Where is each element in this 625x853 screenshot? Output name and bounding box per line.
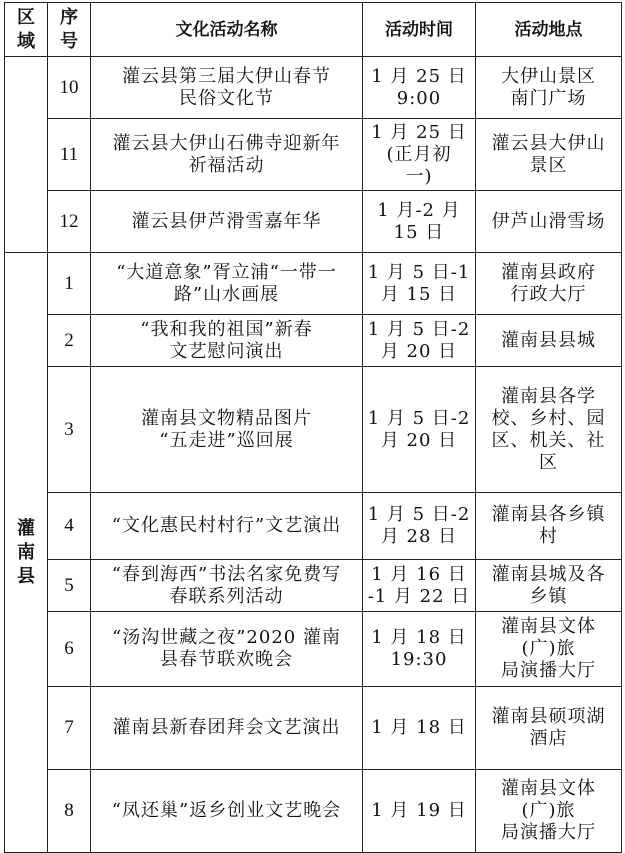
seq-cell: 10 <box>48 57 91 119</box>
cell-line: 文艺慰问演出 <box>169 340 284 362</box>
cell-line: (广)旅 <box>521 638 576 659</box>
activity-name-cell <box>91 119 363 191</box>
cell-line: 区 <box>539 451 558 473</box>
cell-line: (正月初 <box>386 143 452 165</box>
seq-cell: 6 <box>48 612 91 687</box>
cell-line: 南门广场 <box>510 87 587 109</box>
header-activity-place: 活动地点 <box>476 3 622 57</box>
header-activity-name: 文化活动名称 <box>91 3 363 57</box>
table-row <box>5 560 622 612</box>
activity-time-cell <box>363 57 476 119</box>
cell-line: 1 月 19 日 <box>371 800 467 821</box>
cell-line: 村 <box>539 526 558 547</box>
seq-cell: 5 <box>48 560 91 612</box>
seq-cell: 1 <box>48 253 91 315</box>
activity-time-cell <box>363 493 476 560</box>
cell-line: “我和我的祖国”新春 <box>140 318 313 340</box>
cell-line: 灌云县伊芦滑雪嘉年华 <box>131 210 322 232</box>
cell-line: 1 月 18 日 <box>371 627 467 648</box>
table-row <box>5 253 622 315</box>
activity-time-cell <box>363 687 476 770</box>
cell-line: 1 月 5 日-2 <box>367 504 471 525</box>
cell-line: 一) <box>405 165 433 187</box>
cell-line: 1 月 5 日-2 <box>367 407 471 429</box>
activity-place-cell <box>476 315 622 367</box>
cell-line: 灌云县大伊山 <box>491 132 606 154</box>
table-row <box>5 119 622 191</box>
cell-line: “春到海西”书法名家免费写 <box>111 563 342 585</box>
table-row <box>5 315 622 367</box>
activity-time-cell <box>363 770 476 853</box>
activity-name-cell <box>91 191 363 253</box>
cell-line: 祈福活动 <box>188 154 265 176</box>
activity-name-cell <box>91 57 363 119</box>
cell-line: 路”山水画展 <box>173 283 280 305</box>
activity-time-cell <box>363 315 476 367</box>
table-row <box>5 57 622 119</box>
cell-line: 1 月 25 日 <box>371 121 467 143</box>
activity-place-cell <box>476 253 622 315</box>
cell-line: 校、乡村、园 <box>491 407 606 429</box>
cell-line: 月 15 日 <box>380 283 458 305</box>
activity-place-cell <box>476 770 622 853</box>
seq-cell: 2 <box>48 315 91 367</box>
cell-line: 局演播大厅 <box>501 822 596 843</box>
region-char: 南 <box>17 541 35 563</box>
cell-line: 灌南县文物精品图片 <box>141 407 312 429</box>
cell-line: 灌南县城及各 <box>491 563 606 585</box>
table-header-row <box>5 3 622 57</box>
cell-line: 9:00 <box>396 87 442 109</box>
cell-line: 灌南县文体 <box>501 616 596 637</box>
activity-name-cell <box>91 687 363 770</box>
activity-time-cell <box>363 367 476 493</box>
activity-time-cell <box>363 560 476 612</box>
cell-line: 月 28 日 <box>380 526 458 547</box>
cell-line: 伊芦山滑雪场 <box>491 210 606 232</box>
cell-line: 行政大厅 <box>510 283 587 305</box>
table-body <box>5 57 622 853</box>
cell-line: 19:30 <box>390 649 448 670</box>
cell-line: 1 月-2 月 <box>377 199 461 221</box>
cell-line: 1 月 25 日 <box>371 65 467 87</box>
cell-line: 1 月 5 日-2 <box>367 318 471 340</box>
header-seq-char: 号 <box>60 30 78 52</box>
cell-line: 月 20 日 <box>380 340 458 362</box>
activity-schedule-table <box>4 2 622 853</box>
cell-line: 灌南县文体 <box>501 778 596 799</box>
activity-time-cell <box>363 119 476 191</box>
cell-line: 春联系列活动 <box>169 585 284 607</box>
header-seq <box>48 3 91 57</box>
activity-place-cell <box>476 687 622 770</box>
cell-line: 灌南县硕项湖 <box>491 706 606 727</box>
header-region <box>5 3 48 57</box>
activity-time-cell <box>363 253 476 315</box>
activity-name-cell <box>91 315 363 367</box>
cell-line: “凤还巢”返乡创业文艺晚会 <box>111 800 342 821</box>
region-cell <box>5 253 48 853</box>
activity-name-cell <box>91 560 363 612</box>
seq-cell: 3 <box>48 367 91 493</box>
header-region-char: 域 <box>17 30 35 52</box>
activity-time-cell <box>363 191 476 253</box>
cell-line: 1 月 5 日-1 <box>367 261 471 283</box>
table-row <box>5 493 622 560</box>
cell-line: 乡镇 <box>529 585 568 607</box>
cell-line: 景区 <box>529 154 568 176</box>
region-cell <box>5 57 48 253</box>
activity-place-cell <box>476 119 622 191</box>
region-char: 灌 <box>17 517 35 539</box>
activity-time-cell <box>363 612 476 687</box>
cell-line: 民俗文化节 <box>179 87 274 109</box>
cell-line: -1 月 22 日 <box>367 585 471 607</box>
cell-line: 月 20 日 <box>380 429 458 451</box>
cell-line: “大道意象”胥立浦“一带一 <box>116 261 337 283</box>
header-activity-time: 活动时间 <box>363 3 476 57</box>
seq-cell: 11 <box>48 119 91 191</box>
activity-name-cell <box>91 493 363 560</box>
cell-line: 灌云县第三届大伊山春节 <box>122 65 331 87</box>
seq-cell: 8 <box>48 770 91 853</box>
header-region-char: 区 <box>17 6 35 28</box>
table-row <box>5 687 622 770</box>
cell-line: 灌南县政府 <box>501 261 596 283</box>
cell-line: 1 月 16 日 <box>371 563 467 585</box>
activity-place-cell <box>476 612 622 687</box>
activity-name-cell <box>91 770 363 853</box>
activity-place-cell <box>476 560 622 612</box>
cell-line: “文化惠民村村行”文艺演出 <box>111 515 342 536</box>
cell-line: 酒店 <box>529 728 568 749</box>
cell-line: 1 月 18 日 <box>371 717 467 738</box>
table-row <box>5 367 622 493</box>
cell-line: 大伊山景区 <box>501 65 596 87</box>
activity-place-cell <box>476 191 622 253</box>
table-row <box>5 191 622 253</box>
cell-line: 灌南县县城 <box>501 329 596 351</box>
cell-line: “五走进”巡回展 <box>159 429 294 451</box>
table-row <box>5 770 622 853</box>
cell-line: 灌云县大伊山石佛寺迎新年 <box>112 132 341 154</box>
activity-place-cell <box>476 367 622 493</box>
region-char: 县 <box>17 565 35 587</box>
activity-name-cell <box>91 612 363 687</box>
cell-line: 灌南县新春团拜会文艺演出 <box>112 717 341 738</box>
activity-place-cell <box>476 57 622 119</box>
cell-line: “汤沟世藏之夜”2020 灌南 <box>112 627 341 648</box>
seq-cell: 12 <box>48 191 91 253</box>
activity-name-cell <box>91 367 363 493</box>
cell-line: (广)旅 <box>521 800 576 821</box>
cell-line: 区、机关、社 <box>491 429 606 451</box>
seq-cell: 4 <box>48 493 91 560</box>
cell-line: 15 日 <box>393 221 445 243</box>
activity-name-cell <box>91 253 363 315</box>
cell-line: 局演播大厅 <box>501 660 596 681</box>
cell-line: 灌南县各学 <box>501 385 596 407</box>
header-seq-char: 序 <box>60 6 78 28</box>
seq-cell: 7 <box>48 687 91 770</box>
cell-line: 县春节联欢晚会 <box>160 649 293 670</box>
table-row <box>5 612 622 687</box>
cell-line: 灌南县各乡镇 <box>491 504 606 525</box>
activity-place-cell <box>476 493 622 560</box>
